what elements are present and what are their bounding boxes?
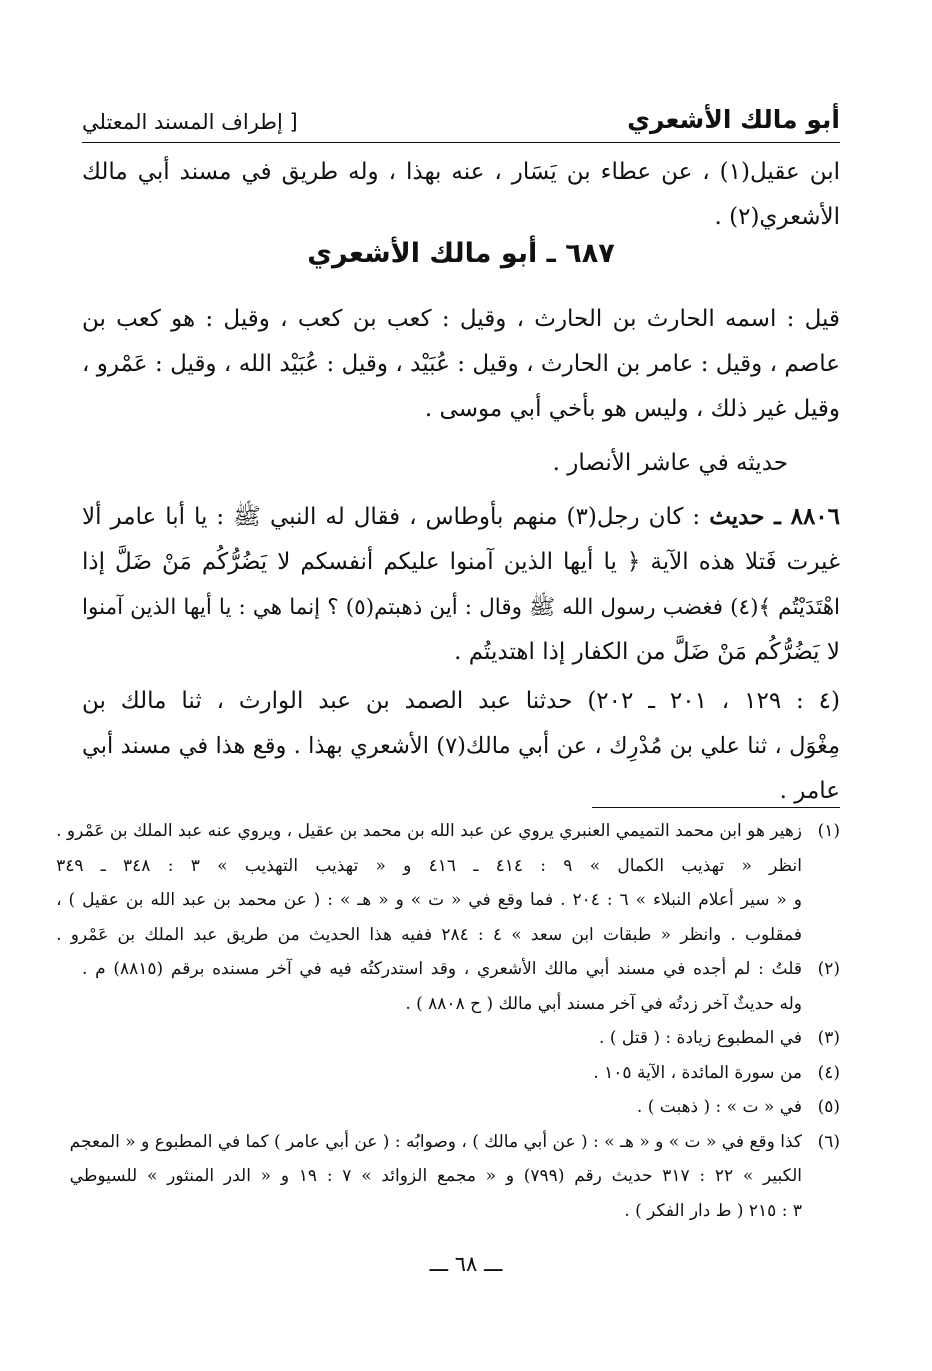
footnote-line: و « سير أعلام النبلاء » ٦ : ٢٠٤ . فما وقع في « ت » و « هـ » : ( عن محمد بن عبد الله بن عقيل ) ، [56, 890, 802, 910]
hadith-line-3: اهْتَدَيْتُم ﴾(٤) فغضب رسول الله ﷺ وقال : أين ذهبتم(٥) ؟ إنما هي : يا أيها الذين آمنوا [82, 595, 841, 620]
footnote-line: زهير هو ابن محمد التميمي العنبري يروي عن عبد الله بن محمد بن عقيل ، ويروي عنه عبد الملك بن عَمْرو . [56, 821, 802, 841]
header-divider [82, 142, 840, 143]
isnad-line-2: مِغْوَل ، ثنا علي بن مُدْرِك ، عن أبي مالك(٧) الأشعري بهذا . وقع هذا في مسند أبي [82, 733, 840, 759]
footnote-number: (١) [817, 821, 840, 841]
footnote-line: الكبير » ٢٢ : ٣١٧ حديث رقم (٧٩٩) و « مجمع الزوائد » ٧ : ١٩ و « الدر المنثور » للسيوطي [69, 1166, 802, 1186]
footnote-line: ٣ : ٢١٥ ( ط دار الفكر ) . [624, 1200, 802, 1221]
book-title: [ إطراف المسند المعتلي [82, 110, 298, 134]
footnote-number: (٢) [817, 959, 840, 979]
isnad-line-1: (٤ : ١٢٩ ، ٢٠١ ـ ٢٠٢) حدثنا عبد الصمد بن عبد الوارث ، ثنا مالك بن [82, 688, 841, 714]
intro-line-1: ابن عقيل(١) ، عن عطاء بن يَسَار ، عنه بهذا ، وله طريق في مسند أبي مالك [82, 159, 840, 185]
isnad-line-3: عامر . [779, 778, 840, 804]
bio-line-1: قيل : اسمه الحارث بن الحارث ، وقيل : كعب بن كعب ، وقيل : هو كعب بن [82, 306, 840, 332]
hadith-line-1 [82, 494, 840, 540]
page-number: ـــ ٦٨ ـــ [429, 1252, 503, 1276]
hadith-paragraph [82, 494, 840, 675]
hadith-line-2: غيرت فَتلا هذه الآية ﴿ يا أيها الذين آمنوا عليكم أنفسكم لا يَضُرُّكُم مَنْ ضَلَّ إذا [82, 549, 840, 575]
footnote-2 [82, 952, 840, 1021]
isnad-paragraph [82, 679, 840, 814]
page-header [82, 92, 840, 134]
footnote-line: كذا وقع في « ت » و « هـ » : ( عن أبي مالك ) ، وصوابُه : ( عن أبي عامر ) كما في المطبوع و « المعجم [69, 1131, 802, 1152]
footnote-number: (٣) [817, 1028, 840, 1048]
footnote-line: قلتُ : لم أجده في مسند أبي مالك الأشعري ، وقد استدركتُه فيه في آخر مسنده برقم (٨٨١٥) م . [82, 959, 802, 979]
intro-line-2: الأشعري(٢) . [714, 204, 840, 230]
footnote-line: في « ت » : ( ذهبت ) . [636, 1097, 802, 1117]
footnote-5 [82, 1090, 840, 1125]
footnote-number: (٦) [817, 1131, 840, 1152]
biography-paragraph [82, 297, 840, 432]
footnote-line: فمقلوب . وانظر « طبقات ابن سعد » ٤ : ٢٨٤ ففيه هذا الحديث من طريق عبد الملك بن عَمْرو . [56, 924, 802, 945]
footnote-line: وله حديثٌ آخر زدتُه في آخر مسند أبي مالك ( ح ٨٨٠٨ ) . [405, 993, 802, 1014]
footnote-number: (٤) [817, 1062, 840, 1083]
bio-line-4: حديثه في عاشر الأنصار . [552, 450, 788, 476]
narration-note [82, 441, 840, 486]
footnote-line: انظر « تهذيب الكمال » ٩ : ٤١٤ ـ ٤١٦ و « تهذيب التهذيب » ٣ : ٣٤٨ ـ ٣٤٩ [56, 855, 802, 876]
footnote-divider [592, 807, 840, 808]
section-heading: ٦٨٧ ـ أبو مالك الأشعري [307, 238, 615, 269]
footnote-number: (٥) [817, 1097, 840, 1117]
bio-line-3: وقيل غير ذلك ، وليس هو بأخي أبي موسى . [424, 396, 840, 422]
bio-line-2: عاصم ، وقيل : عامر بن الحارث ، وقيل : عُبَيْد ، وقيل : عُبَيْد الله ، وقيل : عَمْرو ، [82, 351, 840, 377]
footnote-3 [82, 1021, 840, 1056]
hadith-number: ٨٨٠٦ ـ حديث [709, 503, 841, 530]
running-title: أبو مالك الأشعري [627, 105, 840, 134]
footnote-1 [56, 814, 840, 952]
footnotes [56, 814, 840, 1228]
footnote-6 [69, 1125, 840, 1229]
footnote-line: في المطبوع زيادة : ( قتل ) . [599, 1028, 802, 1048]
hadith-line-4: لا يَضُرُّكُم مَنْ ضَلَّ من الكفار إذا اهتديتُم . [454, 639, 840, 665]
hadith-line-1-text: : كان رجل(٣) منهم بأوطاس ، فقال له النبي ﷺ : يا أبا عامر ألا [82, 504, 701, 530]
footnote-4 [82, 1056, 840, 1091]
footnote-line: من سورة المائدة ، الآية ١٠٥ . [593, 1062, 802, 1083]
intro-paragraph [82, 150, 840, 240]
